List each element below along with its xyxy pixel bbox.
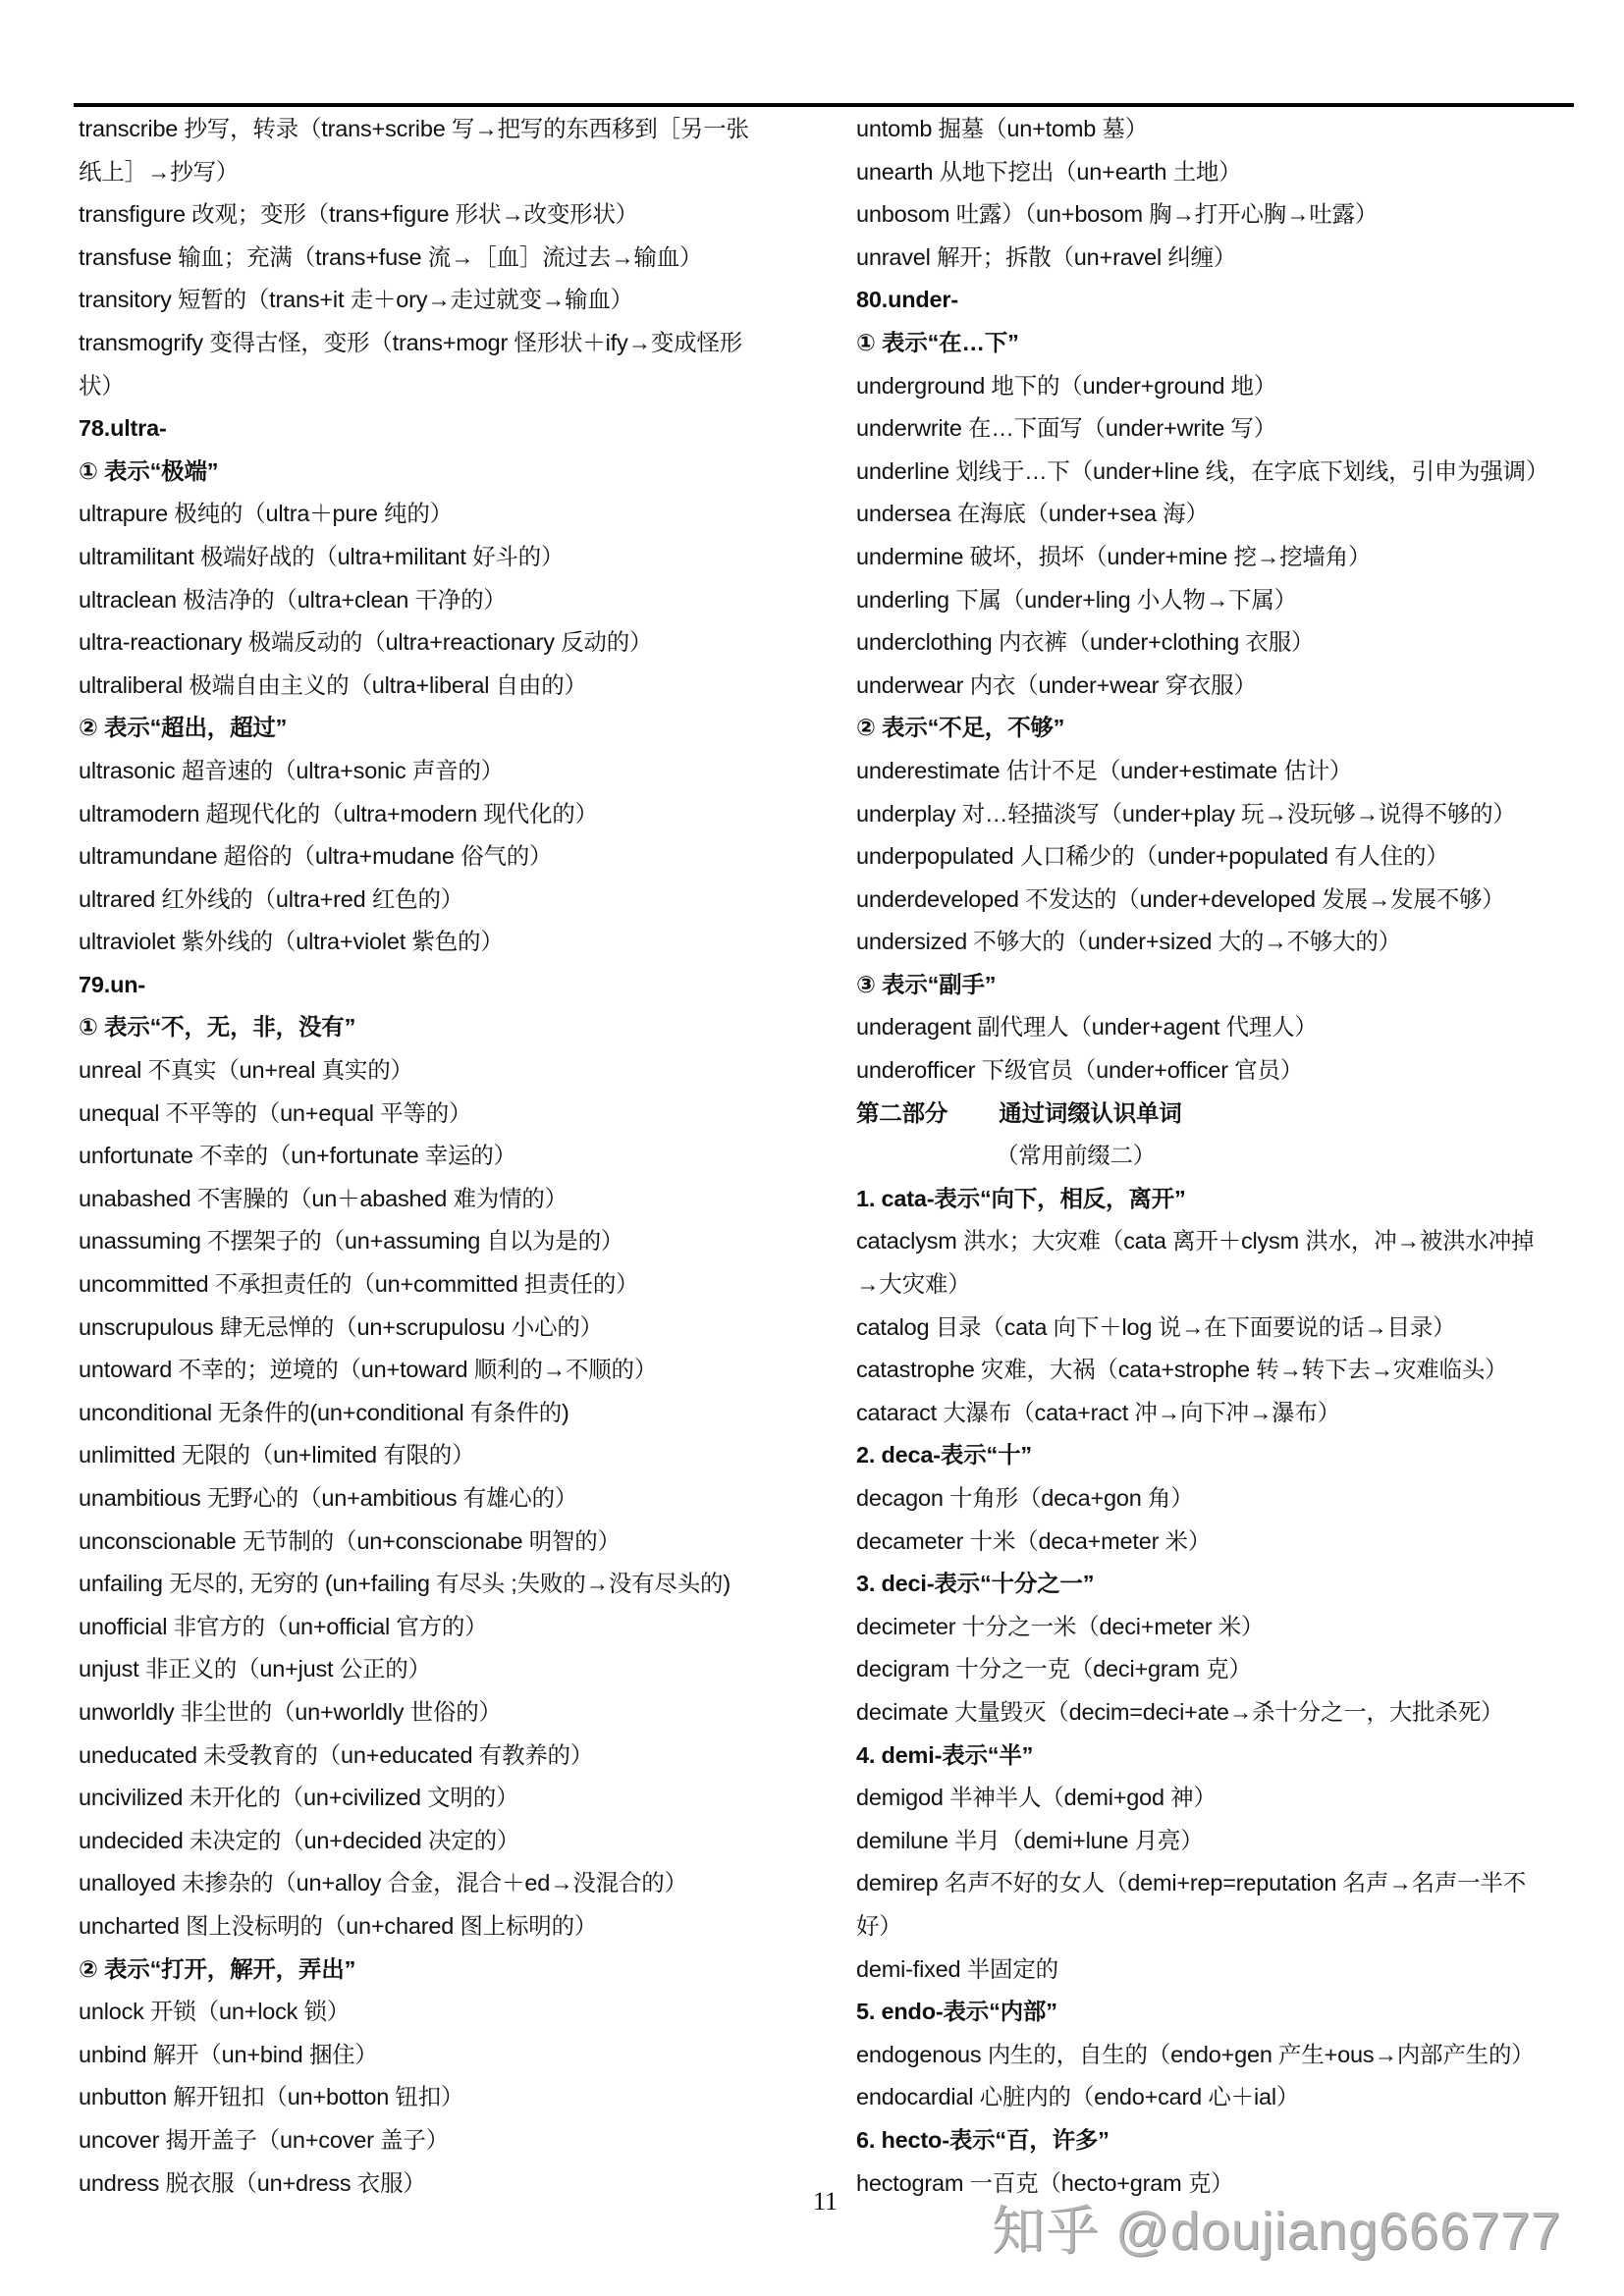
section-heading: ③ 表示“副手” xyxy=(856,971,997,997)
section-heading: ① 表示“不，无，非，没有” xyxy=(79,1014,356,1041)
page-number: 11 xyxy=(813,2187,839,2216)
vocab-entry: decameter 十米（deca+meter 米） xyxy=(856,1527,1212,1554)
vocab-entry: 好） xyxy=(856,1912,902,1939)
vocab-entry: 纸上］→抄写） xyxy=(79,158,240,185)
vocab-entry: unbosom 吐露）（un+bosom 胸→打开心胸→吐露） xyxy=(856,201,1379,228)
section-heading: 79.un- xyxy=(79,971,146,997)
vocab-entry: endocardial 心脏内的（endo+card 心＋ial） xyxy=(856,2084,1300,2110)
vocab-entry: unscrupulous 肆无忌惮的（un+scrupulosu 小心的） xyxy=(79,1313,603,1340)
vocab-entry: underofficer 下级官员（under+officer 官员） xyxy=(856,1057,1304,1084)
section-heading: 2. deca-表示“十” xyxy=(856,1442,1032,1468)
vocab-entry: underground 地下的（under+ground 地） xyxy=(856,372,1277,399)
vocab-entry: decimate 大量毁灭（decim=deci+ate→杀十分之一，大批杀死） xyxy=(856,1698,1504,1725)
vocab-entry: hectogram 一百克（hecto+gram 克） xyxy=(856,2169,1234,2196)
vocab-entry: decagon 十角形（deca+gon 角） xyxy=(856,1485,1194,1511)
vocab-entry: demi-fixed 半固定的 xyxy=(856,1955,1058,1982)
section-heading: 1. cata-表示“向下，相反，离开” xyxy=(856,1185,1186,1211)
vocab-entry: undress 脱衣服（un+dress 衣服） xyxy=(79,2169,426,2196)
vocab-entry: unreal 不真实（un+real 真实的） xyxy=(79,1057,413,1084)
vocab-entry: underagent 副代理人（under+agent 代理人） xyxy=(856,1014,1318,1041)
vocab-entry: underling 下属（under+ling 小人物→下属） xyxy=(856,586,1297,613)
section-heading: ② 表示“不足，不够” xyxy=(856,715,1065,741)
vocab-entry: ultrasonic 超音速的（ultra+sonic 声音的） xyxy=(79,757,505,783)
vocab-entry: unearth 从地下挖出（un+earth 土地） xyxy=(856,158,1242,185)
vocab-entry: unconscionable 无节制的（un+conscionabe 明智的） xyxy=(79,1527,621,1554)
section-heading: ① 表示“极端” xyxy=(79,457,219,484)
section-heading: 4. demi-表示“半” xyxy=(856,1741,1034,1768)
vocab-entry: underpopulated 人口稀少的（under+populated 有人住的） xyxy=(856,843,1449,870)
vocab-entry: uneducated 未受教育的（un+educated 有教养的） xyxy=(79,1741,594,1768)
part-label: 第二部分 xyxy=(856,1099,948,1126)
vocab-entry: unambitious 无野心的（un+ambitious 有雄心的） xyxy=(79,1485,578,1511)
section-heading: ① 表示“在…下” xyxy=(856,329,1019,355)
vocab-entry: undersea 在海底（under+sea 海） xyxy=(856,501,1209,527)
vocab-entry: 状） xyxy=(79,372,125,399)
vocab-entry: demilune 半月（demi+lune 月亮） xyxy=(856,1827,1204,1853)
vocab-entry: unlock 开锁（un+lock 锁） xyxy=(79,1999,351,2025)
section-heading: 80.under- xyxy=(856,287,958,313)
part-title xyxy=(856,1093,1583,1136)
vocab-entry: underplay 对…轻描淡写（under+play 玩→没玩够→说得不够的） xyxy=(856,800,1516,827)
vocab-entry: ultrapure 极纯的（ultra＋pure 纯的） xyxy=(79,501,453,527)
section-heading: 78.ultra- xyxy=(79,415,167,442)
vocab-entry: unlimitted 无限的（un+limited 有限的） xyxy=(79,1442,475,1468)
vocab-entry: ultraliberal 极端自由主义的（ultra+liberal 自由的） xyxy=(79,671,587,698)
vocab-entry: untoward 不幸的；逆境的（un+toward 顺利的→不顺的） xyxy=(79,1357,658,1383)
vocab-entry: undermine 破坏，损坏（under+mine 挖→挖墙角） xyxy=(856,543,1372,569)
vocab-entry: underclothing 内衣裤（under+clothing 衣服） xyxy=(856,629,1315,656)
vocab-entry: underwrite 在…下面写（under+write 写） xyxy=(856,415,1277,442)
vocab-entry: ultramodern 超现代化的（ultra+modern 现代化的） xyxy=(79,800,598,827)
vocab-entry: →大灾难） xyxy=(856,1271,971,1298)
vocab-entry: decimeter 十分之一米（deci+meter 米） xyxy=(856,1613,1265,1639)
vocab-entry: transitory 短暂的（trans+it 走＋ory→走过就变→输血） xyxy=(79,287,633,313)
vocab-entry: endogenous 内生的，自生的（endo+gen 产生+ous→内部产生的） xyxy=(856,2041,1535,2067)
vocab-entry: cataract 大瀑布（cata+ract 冲→向下冲→瀑布） xyxy=(856,1399,1341,1425)
part-heading: 通过词缀认识单词 xyxy=(999,1099,1182,1126)
vocab-entry: decigram 十分之一克（deci+gram 克） xyxy=(856,1656,1252,1682)
vocab-entry: catalog 目录（cata 向下＋log 说→在下面要说的话→目录） xyxy=(856,1313,1456,1340)
vocab-entry: ultraviolet 紫外线的（ultra+violet 紫色的） xyxy=(79,929,504,955)
vocab-entry: unworldly 非尘世的（un+worldly 世俗的） xyxy=(79,1698,502,1725)
section-heading: ② 表示“超出，超过” xyxy=(79,715,288,741)
part-subtitle: （常用前缀二） xyxy=(996,1143,1157,1169)
vocab-entry: unjust 非正义的（un+just 公正的） xyxy=(79,1656,431,1682)
vocab-entry: unfortunate 不幸的（un+fortunate 幸运的） xyxy=(79,1143,516,1169)
vocab-entry: uncharted 图上没标明的（un+chared 图上标明的） xyxy=(79,1912,598,1939)
vocab-entry: uncover 揭开盖子（un+cover 盖子） xyxy=(79,2126,449,2153)
vocab-entry: underline 划线于…下（under+line 线，在字底下划线，引申为强调） xyxy=(856,457,1549,484)
vocab-entry: unbind 解开（un+bind 捆住） xyxy=(79,2041,378,2067)
vocab-entry: demirep 名声不好的女人（demi+rep=reputation 名声→名声一半不 xyxy=(856,1870,1527,1896)
section-heading: 5. endo-表示“内部” xyxy=(856,1999,1057,2025)
vocab-entry: unofficial 非官方的（un+official 官方的） xyxy=(79,1613,488,1639)
vocab-entry: unravel 解开；拆散（un+ravel 纠缠） xyxy=(856,243,1237,270)
vocab-entry: underwear 内衣（under+wear 穿衣服） xyxy=(856,671,1257,698)
section-heading: 3. deci-表示“十分之一” xyxy=(856,1571,1095,1597)
vocab-entry: unassuming 不摆架子的（un+assuming 自以为是的） xyxy=(79,1228,624,1255)
header-rule xyxy=(74,103,1574,107)
vocab-entry: ultramilitant 极端好战的（ultra+militant 好斗的） xyxy=(79,543,565,569)
vocab-entry: undecided 未决定的（un+decided 决定的） xyxy=(79,1827,520,1853)
vocab-entry: unconditional 无条件的(un+conditional 有条件的) xyxy=(79,1399,569,1425)
vocab-entry: transfigure 改观；变形（trans+figure 形状→改变形状） xyxy=(79,201,639,228)
vocab-entry: demigod 半神半人（demi+god 神） xyxy=(856,1785,1217,1811)
watermark: 知乎 @doujiang666777 xyxy=(992,2202,1562,2261)
vocab-entry: transcribe 抄写，转录（trans+scribe 写→把写的东西移到［另一张 xyxy=(79,116,749,141)
vocab-entry: cataclysm 洪水；大灾难（cata 离开＋clysm 洪水，冲→被洪水冲掉 xyxy=(856,1228,1535,1255)
vocab-entry: transmogrify 变得古怪，变形（trans+mogr 怪形状＋ify→变成怪形 xyxy=(79,329,743,355)
vocab-entry: catastrophe 灾难，大祸（cata+strophe 转→转下去→灾难临头） xyxy=(856,1357,1508,1383)
vocab-entry: unabashed 不害臊的（un＋abashed 难为情的） xyxy=(79,1185,568,1211)
vocab-entry: uncivilized 未开化的（un+civilized 文明的） xyxy=(79,1785,519,1811)
vocab-entry: unalloyed 未掺杂的（un+alloy 合金，混合＋ed→没混合的） xyxy=(79,1870,687,1896)
vocab-entry: unbutton 解开钮扣（un+botton 钮扣） xyxy=(79,2084,464,2110)
vocab-entry: uncommitted 不承担责任的（un+committed 担责任的） xyxy=(79,1271,639,1298)
vocab-entry: underdeveloped 不发达的（under+developed 发展→发展不够） xyxy=(856,885,1505,912)
vocab-entry: unfailing 无尽的, 无穷的 (un+failing 有尽头 ;失败的→没有尽头的) xyxy=(79,1571,731,1597)
vocab-entry: undersized 不够大的（under+sized 大的→不够大的） xyxy=(856,929,1402,955)
vocab-entry: underestimate 估计不足（under+estimate 估计） xyxy=(856,757,1353,783)
section-heading: ② 表示“打开，解开，弄出” xyxy=(79,1955,356,1982)
vocab-entry: transfuse 输血；充满（trans+fuse 流→［血］流过去→输血） xyxy=(79,243,703,270)
section-heading: 6. hecto-表示“百，许多” xyxy=(856,2126,1110,2153)
vocab-entry: unequal 不平等的（un+equal 平等的） xyxy=(79,1099,472,1126)
vocab-entry: ultrared 红外线的（ultra+red 红色的） xyxy=(79,885,464,912)
vocab-entry: ultra-reactionary 极端反动的（ultra+reactionary 反动的） xyxy=(79,629,653,656)
vocab-entry: ultramundane 超俗的（ultra+mudane 俗气的） xyxy=(79,843,553,870)
right-column xyxy=(856,108,1583,2205)
vocab-entry: untomb 掘墓（un+tomb 墓） xyxy=(856,116,1149,141)
vocab-entry: ultraclean 极洁净的（ultra+clean 干净的） xyxy=(79,586,507,613)
left-column xyxy=(79,108,805,2205)
